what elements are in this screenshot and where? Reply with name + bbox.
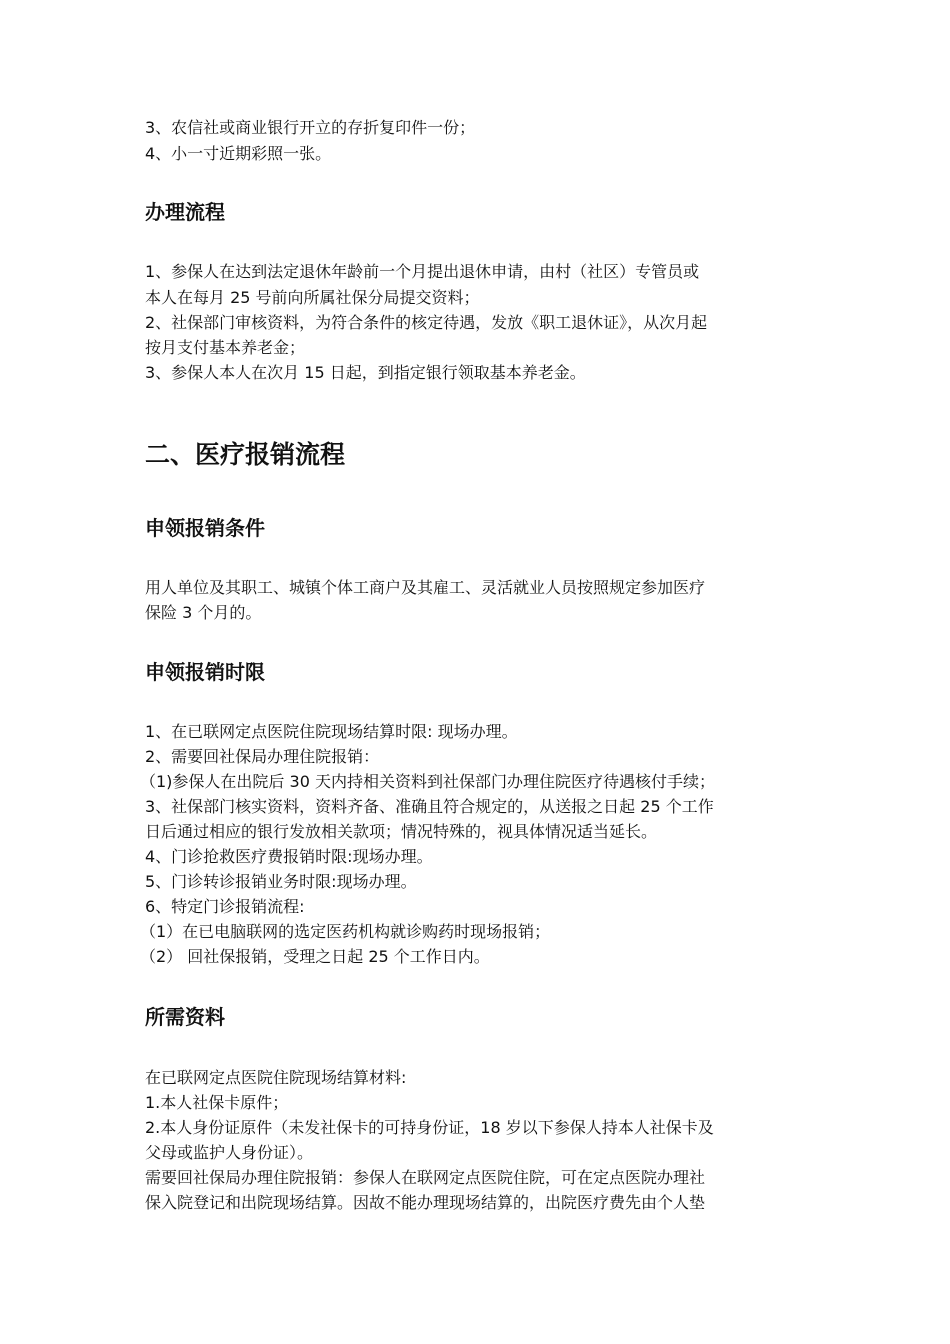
list-item: 3、农信社或商业银行开立的存折复印件一份； bbox=[145, 118, 476, 137]
paragraph-line: （1）在已电脑联网的选定医药机构就诊购药时现场报销； bbox=[140, 922, 551, 941]
paragraph-line: 父母或监护人身份证）。 bbox=[145, 1143, 314, 1162]
paragraph-line: 用人单位及其职工、城镇个体工商户及其雇工、灵活就业人员按照规定参加医疗 bbox=[145, 578, 706, 597]
paragraph-line: 1.本人社保卡原件； bbox=[145, 1093, 289, 1112]
paragraph-line: 1、在已联网定点医院住院现场结算时限: 现场办理。 bbox=[145, 722, 518, 741]
paragraph-line: 本人在每月 25 号前向所属社保分局提交资料； bbox=[145, 288, 480, 307]
paragraph-line: 保入院登记和出院现场结算。因故不能办理现场结算的，出院医疗费先由个人垫 bbox=[145, 1193, 706, 1212]
paragraph-line: 2、需要回社保局办理住院报销： bbox=[145, 747, 380, 766]
paragraph-line: （2） 回社保报销，受理之日起 25 个工作日内。 bbox=[140, 947, 490, 966]
paragraph-line: 4、门诊抢救医疗费报销时限:现场办理。 bbox=[145, 847, 433, 866]
section-heading-materials: 所需资料 bbox=[145, 1005, 225, 1029]
paragraph-line: 2、社保部门审核资料，为符合条件的核定待遇，发放《职工退休证》，从次月起 bbox=[145, 313, 708, 332]
paragraph-line: 2.本人身份证原件（未发社保卡的可持身份证，18 岁以下参保人持本人社保卡及 bbox=[145, 1118, 714, 1137]
section-heading-conditions: 申领报销条件 bbox=[145, 516, 265, 540]
paragraph-line: 在已联网定点医院住院现场结算材料: bbox=[145, 1068, 407, 1087]
paragraph-line: 按月支付基本养老金； bbox=[145, 338, 306, 357]
paragraph-line: 保险 3 个月的。 bbox=[145, 603, 262, 622]
paragraph-line: 3、参保人本人在次月 15 日起，到指定银行领取基本养老金。 bbox=[145, 363, 586, 382]
paragraph-line: 6、特定门诊报销流程: bbox=[145, 897, 305, 916]
chapter-title: 二、医疗报销流程 bbox=[145, 440, 346, 469]
paragraph-line: 日后通过相应的银行发放相关款项；情况特殊的，视具体情况适当延长。 bbox=[145, 822, 658, 841]
paragraph-line: （1)参保人在出院后 30 天内持相关资料到社保部门办理住院医疗待遇核付手续； bbox=[140, 772, 715, 791]
paragraph-line: 1、参保人在达到法定退休年龄前一个月提出退休申请，由村（社区）专管员或 bbox=[145, 262, 700, 281]
section-heading-timelimit: 申领报销时限 bbox=[145, 660, 265, 684]
list-item: 4、小一寸近期彩照一张。 bbox=[145, 144, 332, 163]
paragraph-line: 3、社保部门核实资料，资料齐备、准确且符合规定的，从送报之日起 25 个工作 bbox=[145, 797, 714, 816]
section-heading-process: 办理流程 bbox=[145, 200, 225, 224]
paragraph-line: 需要回社保局办理住院报销：参保人在联网定点医院住院，可在定点医院办理社 bbox=[145, 1168, 706, 1187]
paragraph-line: 5、门诊转诊报销业务时限:现场办理。 bbox=[145, 872, 417, 891]
